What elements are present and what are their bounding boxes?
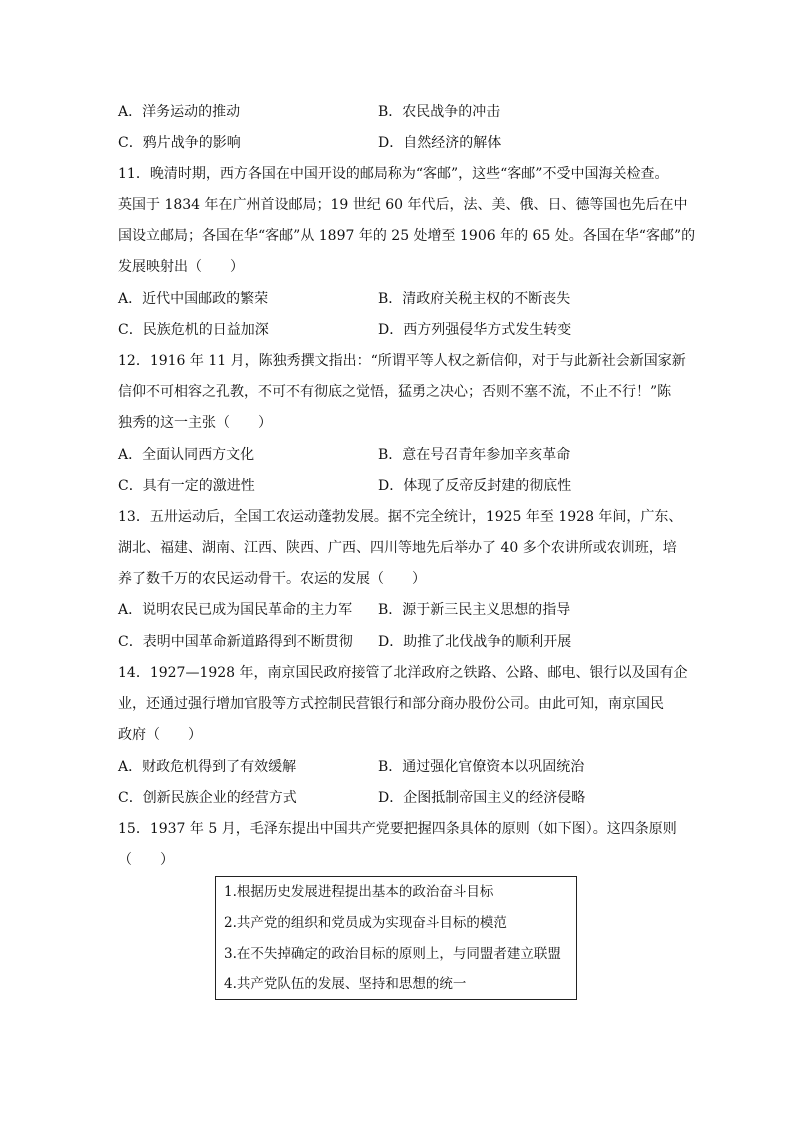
q13-stem-line-1: 13．五卅运动后，全国工农运动蓬勃发展。据不完全统计，1925 年至 1928 年间，广东、 (118, 509, 683, 525)
q14-option-d: D．企图抵制帝国主义的经济侵略 (378, 790, 586, 806)
q14-option-c: C．创新民族企业的经营方式 (118, 790, 297, 806)
q11-option-b: B．清政府关税主权的不断丧失 (378, 291, 571, 307)
principle-1: 1.根据历史发展进程提出基本的政治奋斗目标 (224, 884, 494, 900)
q10-option-b: B．农民战争的冲击 (378, 104, 501, 120)
q14-stem-line-3: 政府（ ） (118, 727, 202, 743)
q12-option-b: B．意在号召青年参加辛亥革命 (378, 447, 571, 463)
q12-option-c: C．具有一定的激进性 (118, 478, 255, 494)
q13-option-b: B．源于新三民主义思想的指导 (378, 602, 571, 618)
q10-option-c: C．鸦片战争的影响 (118, 135, 241, 151)
q13-option-d: D．助推了北伐战争的顺利开展 (378, 634, 572, 650)
q11-stem-line-3: 国设立邮局；各国在华“客邮”从 1897 年的 25 处增至 1906 年的 65 处。各国在华“客邮”的 (118, 228, 696, 244)
q14-stem-line-2: 业，还通过强行增加官股等方式控制民营银行和部分商办股份公司。由此可知，南京国民 (118, 696, 664, 712)
q11-option-c: C．民族危机的日益加深 (118, 322, 269, 338)
q11-option-d: D．西方列强侵华方式发生转变 (378, 322, 572, 338)
q12-option-d: D．体现了反帝反封建的彻底性 (378, 478, 572, 494)
q15-stem-line-2: （ ） (118, 852, 174, 868)
q11-stem-line-2: 英国于 1834 年在广州首设邮局；19 世纪 60 年代后，法、美、俄、日、德等国也先后在中 (118, 197, 688, 213)
q11-stem-line-1: 11．晚清时期，西方各国在中国开设的邮局称为“客邮”，这些“客邮”不受中国海关检查。 (118, 166, 669, 182)
q13-stem-line-2: 湖北、福建、湖南、江西、陕西、广西、四川等地先后举办了 40 多个农讲所或农训班，培 (118, 540, 677, 556)
q14-stem-line-1: 14．1927—1928 年，南京国民政府接管了北洋政府之铁路、公路、邮电、银行以及国有企 (118, 665, 688, 681)
q12-option-a: A．全面认同西方文化 (118, 447, 255, 463)
principle-2: 2.共产党的组织和党员成为实现奋斗目标的模范 (224, 915, 507, 931)
q14-option-b: B．通过强化官僚资本以巩固统治 (378, 759, 585, 775)
q10-option-a: A．洋务运动的推动 (118, 104, 241, 120)
q14-option-a: A．财政危机得到了有效缓解 (118, 759, 297, 775)
q13-option-a: A．说明农民已成为国民革命的主力军 (118, 602, 353, 618)
q13-option-c: C．表明中国革命新道路得到不断贯彻 (118, 634, 353, 650)
q13-stem-line-3: 养了数千万的农民运动骨干。农运的发展（ ） (118, 571, 426, 587)
principle-4: 4.共产党队伍的发展、坚持和思想的统一 (224, 976, 467, 992)
q11-option-a: A．近代中国邮政的繁荣 (118, 291, 269, 307)
principle-3: 3.在不失掉确定的政治目标的原则上，与同盟者建立联盟 (224, 946, 561, 962)
q12-stem-line-1: 12．1916 年 11 月，陈独秀撰文指出：“所谓平等人权之新信仰，对于与此新社会新国家新 (118, 353, 686, 369)
q11-stem-line-4: 发展映射出（ ） (118, 259, 244, 275)
q15-principles-box (215, 876, 577, 1000)
q10-option-d: D．自然经济的解体 (378, 135, 502, 151)
q15-stem-line-1: 15．1937 年 5 月，毛泽东提出中国共产党要把握四条具体的原则（如下图）。这四条原则 (118, 821, 677, 837)
q12-stem-line-3: 独秀的这一主张（ ） (118, 415, 272, 431)
q12-stem-line-2: 信仰不可相容之孔教，不可不有彻底之觉悟，猛勇之决心；否则不塞不流，不止不行！”陈 (118, 384, 672, 400)
